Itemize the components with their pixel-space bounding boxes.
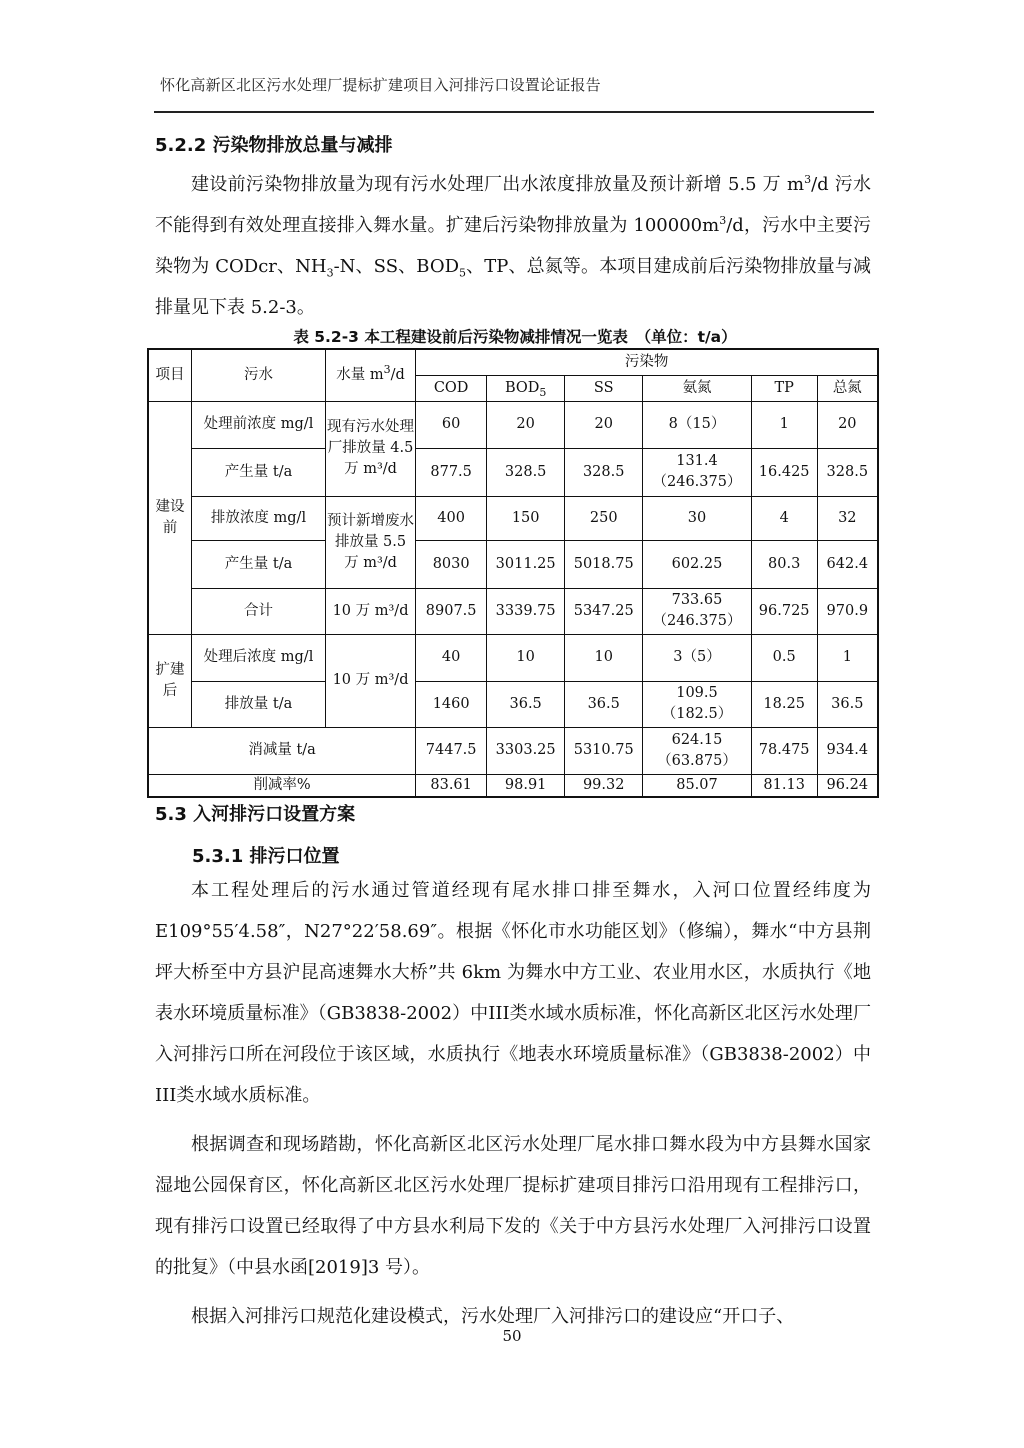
cell-nh: 131.4 （246.375）: [643, 448, 751, 496]
header-item: 项目: [148, 349, 192, 401]
cell-ss: 36.5: [565, 681, 643, 727]
cell-tn: 32: [817, 496, 878, 540]
row-label: 排放浓度 mg/l: [192, 496, 326, 540]
row-label: 消减量 t/a: [148, 727, 416, 774]
cell-nh: 109.5 （182.5）: [643, 681, 751, 727]
cell-nh: 8（15）: [643, 401, 751, 448]
cell-cod: 40: [416, 634, 487, 681]
row-label: 处理后浓度 mg/l: [192, 634, 326, 681]
row-label: 排放量 t/a: [192, 681, 326, 727]
paragraph-survey: 根据调查和现场踏勘，怀化高新区北区污水处理厂尾水排口舞水段为中方县舞水国家湿地公园保育区，怀化高新区北区污水处理厂提标扩建项目排污口沿用现有工程排污口，现有排污口设置已经取得了中方县水利局下发的《关于中方县污水处理厂入河排污口设置的批复》（中县水函[2019]3 号）。: [155, 1134, 871, 1278]
cell-bod: 36.5: [487, 681, 565, 727]
cell-cod: 877.5: [416, 448, 487, 496]
cell-tp: 0.5: [751, 634, 817, 681]
header-ss: SS: [565, 375, 643, 401]
cell-ss: 5310.75: [565, 727, 643, 774]
cell-nh: 602.25: [643, 540, 751, 588]
row-label: 产生量 t/a: [192, 448, 326, 496]
cell-cod: 83.61: [416, 774, 487, 797]
cell-bod: 20: [487, 401, 565, 448]
cell-cod: 60: [416, 401, 487, 448]
cell-ss: 328.5: [565, 448, 643, 496]
header-tn: 总氮: [817, 375, 878, 401]
cell-volume: 10 万 m³/d: [325, 588, 415, 634]
volume-after: 10 万 m³/d: [325, 634, 415, 727]
section-heading-5-3: 5.3 入河排污口设置方案: [155, 804, 356, 825]
cell-tn: 970.9: [817, 588, 878, 634]
cell-tn: 96.24: [817, 774, 878, 797]
cell-tn: 328.5: [817, 448, 878, 496]
cell-cod: 7447.5: [416, 727, 487, 774]
cell-bod: 98.91: [487, 774, 565, 797]
paragraph-standard: 根据入河排污口规范化建设模式，污水处理厂入河排污口的建设应“开口子、: [191, 1306, 795, 1327]
row-label: 削减率%: [148, 774, 416, 797]
cell-cod: 1460: [416, 681, 487, 727]
cell-ss: 5347.25: [565, 588, 643, 634]
header-volume: 水量 $m^3/d$: [325, 349, 415, 401]
row-label: 产生量 t/a: [192, 540, 326, 588]
cell-tn: 36.5: [817, 681, 878, 727]
paragraph-5-3-1: [155, 870, 871, 1337]
section-heading-5-3-1: 5.3.1 排污口位置: [192, 846, 340, 867]
cell-ss: 10: [565, 634, 643, 681]
cell-nh: 30: [643, 496, 751, 540]
cell-bod: 150: [487, 496, 565, 540]
table-caption: 表 5.2-3 本工程建设前后污染物减排情况一览表 （单位：t/a）: [293, 328, 737, 346]
header-tp: TP: [751, 375, 817, 401]
cell-bod: 10: [487, 634, 565, 681]
running-header: 怀化高新区北区污水处理厂提标扩建项目入河排污口设置论证报告: [160, 76, 601, 94]
header-bod: $BOD_5$: [487, 375, 565, 401]
cell-bod: 3339.75: [487, 588, 565, 634]
cell-tp: 80.3: [751, 540, 817, 588]
cell-tp: 4: [751, 496, 817, 540]
page-number: 50: [502, 1327, 522, 1345]
cell-tn: 934.4: [817, 727, 878, 774]
row-label: 处理前浓度 mg/l: [192, 401, 326, 448]
pollutant-reduction-table: [147, 348, 879, 798]
header-cod: COD: [416, 375, 487, 401]
cell-nh: 85.07: [643, 774, 751, 797]
group-after: 扩建后: [148, 634, 192, 727]
paragraph-5-2-2: 建设前污染物排放量为现有污水处理厂出水浓度排放量及预计新增 5.5 万 $m^3/d$ 污水不能得到有效处理直接排入舞水量。扩建后污染物排放量为 $100000m^3/d$，污水中主要污染物为 CODcr、$NH_3-N$、SS、$BOD_5$、TP、总氮等。本项目建成前后污染物排放量与减排量见下表 5.2-3。: [155, 173, 872, 318]
header-water: 污水: [192, 349, 326, 401]
cell-ss: 250: [565, 496, 643, 540]
cell-tp: 16.425: [751, 448, 817, 496]
paragraph-location: 本工程处理后的污水通过管道经现有尾水排口排至舞水，入河口位置经纬度为 E109°55′4.58″，N27°22′58.69″。根据《怀化市水功能区划》（修编），舞水“中方县荆坪大桥至中方县沪昆高速舞水大桥”共 6km 为舞水中方工业、农业用水区，水质执行《地表水环境质量标准》（GB3838-2002）中III类水域水质标准，怀化高新区北区污水处理厂入河排污口所在河段位于该区域，水质执行《地表水环境质量标准》（GB3838-2002）中III类水域水质标准。: [155, 880, 871, 1106]
cell-bod: 3303.25: [487, 727, 565, 774]
cell-tp: 81.13: [751, 774, 817, 797]
header-pollutant: 污染物: [416, 349, 878, 375]
cell-tn: 642.4: [817, 540, 878, 588]
cell-cod: 8030: [416, 540, 487, 588]
cell-nh: 733.65 （246.375）: [643, 588, 751, 634]
cell-tn: 20: [817, 401, 878, 448]
cell-tp: 96.725: [751, 588, 817, 634]
cell-cod: 400: [416, 496, 487, 540]
cell-bod: 3011.25: [487, 540, 565, 588]
volume-existing: 现有污水处理厂排放量 4.5 万 m³/d: [325, 401, 415, 496]
group-before: 建设前: [148, 401, 192, 634]
header-nh: 氨氮: [643, 375, 751, 401]
header-rule: [154, 111, 874, 113]
cell-ss: 5018.75: [565, 540, 643, 588]
cell-nh: 3（5）: [643, 634, 751, 681]
row-label: 合计: [192, 588, 326, 634]
cell-nh: 624.15 （63.875）: [643, 727, 751, 774]
cell-ss: 99.32: [565, 774, 643, 797]
cell-ss: 20: [565, 401, 643, 448]
cell-tp: 78.475: [751, 727, 817, 774]
cell-tp: 18.25: [751, 681, 817, 727]
cell-bod: 328.5: [487, 448, 565, 496]
section-heading-5-2-2: 5.2.2 污染物排放总量与减排: [155, 135, 393, 156]
cell-cod: 8907.5: [416, 588, 487, 634]
cell-tn: 1: [817, 634, 878, 681]
cell-tp: 1: [751, 401, 817, 448]
volume-new: 预计新增废水排放量 5.5 万 m³/d: [325, 496, 415, 588]
